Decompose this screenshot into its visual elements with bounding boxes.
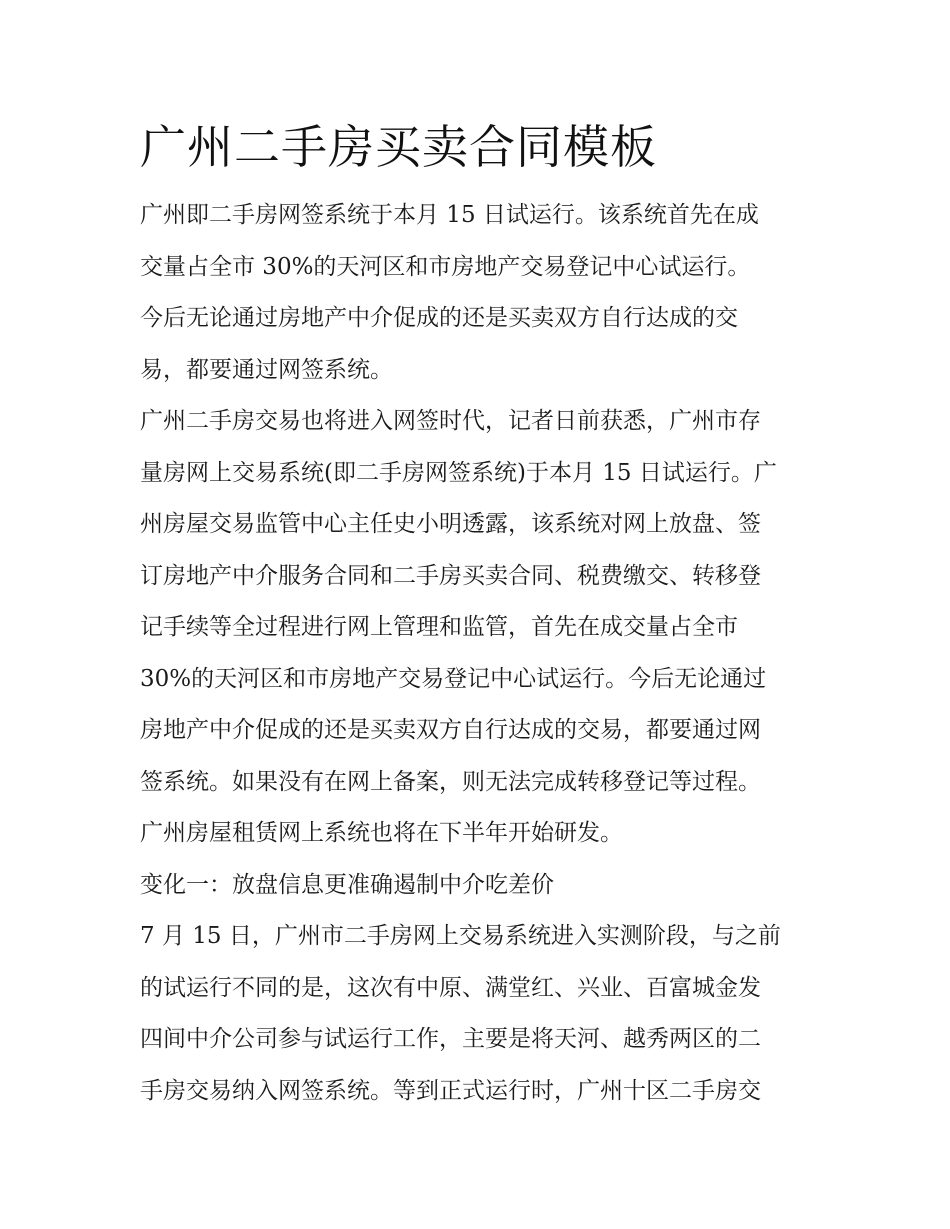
text-line: 7 月 15 日，广州市二手房网上交易系统进入实测阶段，与之前 bbox=[140, 923, 781, 949]
text-line: 广州即二手房网签系统于本月 15 日试运行。该系统首先在成 bbox=[140, 202, 759, 228]
text-line: 今后无论通过房地产中介促成的还是买卖双方自行达成的交 bbox=[140, 305, 738, 331]
text-line: 记手续等全过程进行网上管理和监管，首先在成交量占全市 bbox=[140, 614, 738, 640]
text-line: 广州二手房交易也将进入网签时代，记者日前获悉，广州市存 bbox=[140, 408, 761, 434]
text-line: 的试运行不同的是，这次有中原、满堂红、兴业、百富城金发 bbox=[140, 974, 761, 1001]
text-line: 手房交易纳入网签系统。等到正式运行时，广州十区二手房交 bbox=[140, 1077, 761, 1104]
document-title: 广州二手房买卖合同模板 bbox=[140, 120, 657, 174]
text-line: 量房网上交易系统(即二手房网签系统)于本月 15 日试运行。广 bbox=[140, 459, 777, 486]
text-line: 房地产中介促成的还是买卖双方自行达成的交易，都要通过网 bbox=[140, 717, 761, 743]
document-body bbox=[140, 190, 815, 1117]
text-line: 四间中介公司参与试运行工作，主要是将天河、越秀两区的二 bbox=[140, 1026, 761, 1052]
text-line: 易，都要通过网签系统。 bbox=[140, 356, 393, 383]
text-line: 订房地产中介服务合同和二手房买卖合同、税费缴交、转移登 bbox=[140, 562, 761, 589]
text-line: 广州房屋租赁网上系统也将在下半年开始研发。 bbox=[140, 820, 623, 846]
section-heading: 变化一：放盘信息更准确遏制中介吃差价 bbox=[140, 871, 554, 898]
text-line: 签系统。如果没有在网上备案，则无法完成转移登记等过程。 bbox=[140, 768, 761, 795]
text-line: 交量占全市 30%的天河区和市房地产交易登记中心试运行。 bbox=[140, 253, 751, 280]
text-line: 州房屋交易监管中心主任史小明透露，该系统对网上放盘、签 bbox=[140, 511, 761, 537]
text-line: 30%的天河区和市房地产交易登记中心试运行。今后无论通过 bbox=[140, 665, 767, 692]
document-content bbox=[140, 110, 815, 1117]
